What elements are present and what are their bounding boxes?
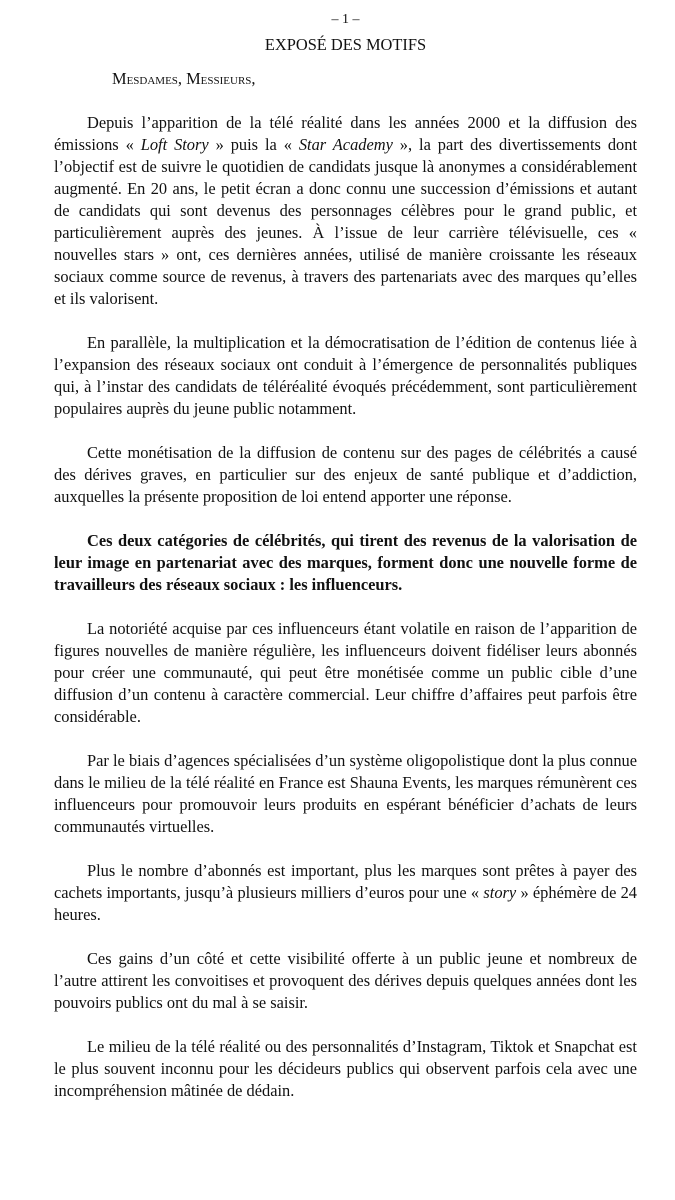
paragraph-7: Plus le nombre d’abonnés est important, plus les marques sont prêtes à payer des cachets importants, jusqu’à plusieurs milliers d’euros pour une « story » éphémère de 24 heures. bbox=[54, 861, 637, 924]
paragraph-8: Ces gains d’un côté et cette visibilité offerte à un public jeune et nombreux de l’autre attirent les convoitises et provoquent des dérives depuis quelques années dont les pouvoirs publics ont du mal à se saisir. bbox=[54, 949, 637, 1012]
paragraph-6: Par le biais d’agences spécialisées d’un système oligopolistique dont la plus connue dans le milieu de la télé réalité en France est Shauna Events, les marques rémunèrent ces influenceurs pour promouvoir leurs produits en espérant bénéficier d’achats de leurs communautés virtuelles. bbox=[54, 751, 637, 836]
paragraph-1: Depuis l’apparition de la télé réalité dans les années 2000 et la diffusion des émissions « Loft Story » puis la « Star Academy », la part des divertissements dont l’objectif est de suivre le quotidien de candidats jusque là anonymes a considérablement augmenté. En 20 ans, le petit écran a donc connu une succession d’émissions et autant de candidats qui sont devenus des personnages célèbres pour le grand public, et particulièrement auprès des jeunes. À l’issue de leur carrière télévisuelle, ces « nouvelles stars » ont, ces dernières années, utilisé de manière croissante les réseaux sociaux comme source de revenus, à travers des partenariats avec des marques qu’elles et ils valorisent. bbox=[54, 113, 637, 308]
show-title-loft-story: Loft Story bbox=[140, 135, 209, 154]
salutation: Mesdames, Messieurs, bbox=[112, 69, 256, 88]
paragraph-9: Le milieu de la télé réalité ou des personnalités d’Instagram, Tiktok et Snapchat est le plus souvent inconnu pour les décideurs publics qui observent parfois cela avec une incompréhension mâtinée de dédain. bbox=[54, 1037, 637, 1100]
paragraph-2: En parallèle, la multiplication et la démocratisation de l’édition de contenus liée à l’expansion des réseaux sociaux ont conduit à l’émergence de personnalités publiques qui, à l’instar des candidats de téléréalité évoqués précédemment, sont particulièrement populaires auprès du jeune public notamment. bbox=[54, 333, 637, 418]
show-title-star-academy: Star Academy bbox=[298, 135, 393, 154]
paragraph-3: Cette monétisation de la diffusion de contenu sur des pages de célébrités a causé des dérives graves, en particulier sur des enjeux de santé publique et d’addiction, auxquelles la présente proposition de loi entend apporter une réponse. bbox=[54, 443, 637, 506]
page-number: – 1 – bbox=[331, 12, 360, 27]
paragraph-5: La notoriété acquise par ces influenceurs étant volatile en raison de l’apparition de figures nouvelles de manière régulière, les influenceurs doivent fidéliser leurs abonnés pour créer une communauté, qui peut être monétisée comme un public cible d’une diffusion d’un contenu à caractère commercial. Leur chiffre d’affaires peut parfois être considérable. bbox=[54, 619, 637, 726]
term-story: story bbox=[483, 883, 517, 902]
section-title: EXPOSÉ DES MOTIFS bbox=[264, 35, 427, 54]
paragraph-4-bold: Ces deux catégories de célébrités, qui tirent des revenus de la valorisation de leur image en partenariat avec des marques, forment donc une nouvelle forme de travailleurs des réseaux sociaux : les influenceurs. bbox=[54, 531, 637, 594]
